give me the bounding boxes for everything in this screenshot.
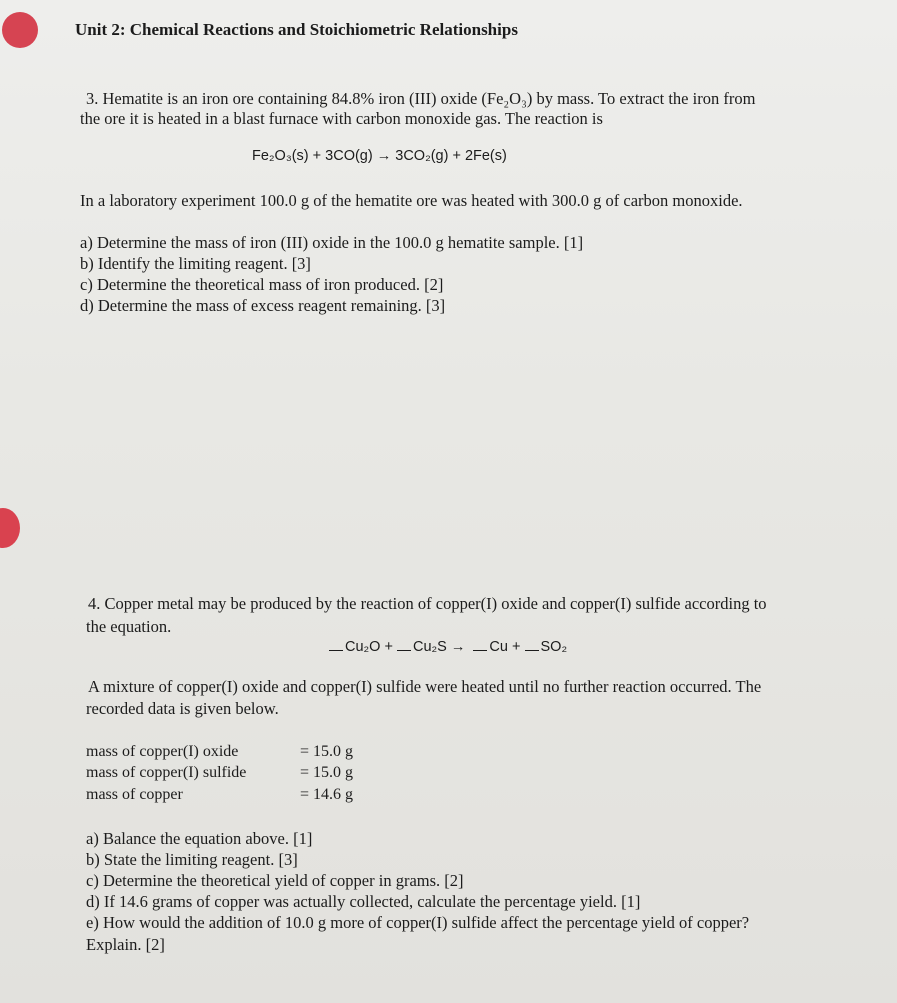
q4-term-cu2o: Cu₂O — [345, 639, 381, 655]
q4-data-value-copper: = 14.6 g — [300, 786, 354, 803]
binder-hole-top — [2, 12, 38, 48]
q3-intro-line1: 3. Hematite is an iron ore containing 84.8% iron (III) oxide (Fe₂O₃) by mass. To extract the iron from — [86, 89, 756, 108]
q4-arrow: → — [450, 639, 466, 655]
q4-intro-line1: 4. Copper metal may be produced by the reaction of copper(I) oxide and copper(I) sulfide according to — [88, 594, 767, 613]
q3-part-d: d) Determine the mass of excess reagent remaining. [3] — [80, 296, 446, 315]
q4-data-intro-line1: A mixture of copper(I) oxide and copper(I) sulfide were heated until no further reaction occurred. The — [88, 677, 762, 696]
q3-experiment: In a laboratory experiment 100.0 g of the hematite ore was heated with 300.0 g of carbon monoxide. — [80, 191, 743, 210]
q4-plus-1: + — [384, 639, 393, 655]
q4-data-value-oxide: = 15.0 g — [300, 743, 354, 760]
q4-intro-line2: the equation. — [86, 617, 172, 636]
q3-equation: Fe₂O₃(s) + 3CO(g) → 3CO₂(g) + 2Fe(s) — [252, 148, 507, 164]
unit-title: Unit 2: Chemical Reactions and Stoichiometric Relationships — [75, 20, 518, 39]
q4-part-a: a) Balance the equation above. [1] — [86, 829, 313, 848]
q4-term-cu: Cu — [489, 639, 508, 655]
q4-plus-2: + — [512, 639, 521, 655]
q4-data-intro-line2: recorded data is given below. — [86, 699, 279, 718]
q4-part-c: c) Determine the theoretical yield of copper in grams. [2] — [86, 871, 464, 890]
q4-part-e: e) How would the addition of 10.0 g more of copper(I) sulfide affect the percentage yield of copper? — [86, 913, 750, 932]
q4-data-label-copper: mass of copper — [86, 786, 183, 803]
q4-part-e-cont: Explain. [2] — [86, 935, 165, 954]
q3-part-b: b) Identify the limiting reagent. [3] — [80, 254, 311, 273]
q4-part-b: b) State the limiting reagent. [3] — [86, 850, 298, 869]
q3-intro-line2: the ore it is heated in a blast furnace with carbon monoxide gas. The reaction is — [80, 109, 603, 128]
q4-data-label-oxide: mass of copper(I) oxide — [86, 743, 239, 760]
q4-equation — [329, 639, 567, 655]
q3-part-c: c) Determine the theoretical mass of iron produced. [2] — [80, 275, 444, 294]
q3-part-a: a) Determine the mass of iron (III) oxide in the 100.0 g hematite sample. [1] — [80, 233, 584, 252]
q4-data-label-sulfide: mass of copper(I) sulfide — [86, 764, 247, 781]
q4-part-d: d) If 14.6 grams of copper was actually collected, calculate the percentage yield. [1] — [86, 892, 641, 911]
binder-hole-middle — [0, 508, 20, 548]
q4-term-so2: SO₂ — [540, 639, 568, 655]
q4-term-cu2s: Cu₂S — [412, 639, 447, 655]
q4-data-value-sulfide: = 15.0 g — [300, 764, 354, 781]
